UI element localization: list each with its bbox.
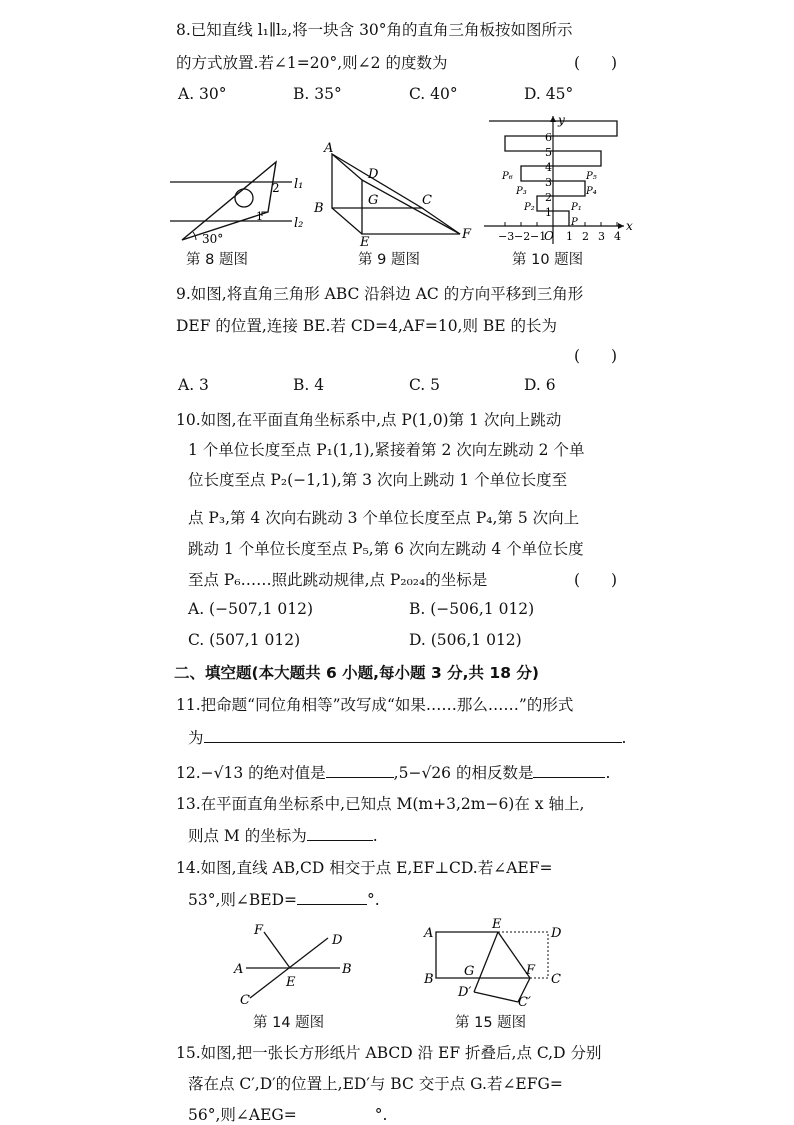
q11-prefix: 为 <box>188 729 204 747</box>
fig9-label-d: D <box>368 167 379 182</box>
fig8-angle1-label: 1 <box>256 210 263 223</box>
fig10-ytick-5: 5 <box>545 146 552 159</box>
q14-line2 <box>188 888 380 910</box>
fig10-point-p: P <box>571 217 578 228</box>
fig10-xtick-neg1: −1 <box>530 230 547 243</box>
q10-line4: 点 P₃,第 4 次向右跳动 3 个单位长度至点 P₄,第 5 次向上 <box>188 509 580 527</box>
q12-answer-blank-1[interactable] <box>326 763 394 778</box>
figure-10-coordinate-diagram <box>478 112 638 248</box>
fig10-origin-label: O <box>544 229 554 243</box>
fig10-xtick-1: 1 <box>566 230 573 243</box>
fig10-xtick-neg3: −3 <box>498 230 515 243</box>
q10-option-b: B. (−506,1 012) <box>409 600 535 618</box>
fig10-point-p3: P₃ <box>516 186 527 197</box>
fig15-label-g: G <box>464 964 475 979</box>
q11-answer-blank[interactable] <box>204 728 622 743</box>
q13-prefix: 则点 M 的坐标为 <box>188 827 307 845</box>
q12-answer-blank-2[interactable] <box>533 763 605 778</box>
q14-prefix: 53°,则∠BED= <box>188 891 298 909</box>
q10-option-a: A. (−507,1 012) <box>188 600 314 618</box>
q13-suffix: . <box>372 827 378 845</box>
fig14-label-d: D <box>332 933 343 948</box>
fig10-point-p6: P₆ <box>502 171 513 182</box>
q12-line <box>176 761 610 783</box>
q10-line2: 1 个单位长度至点 P₁(1,1),紧接着第 2 次向左跳动 2 个单 <box>188 441 585 459</box>
q9-option-d: D. 6 <box>524 376 556 394</box>
fig9-caption: 第 9 题图 <box>358 252 420 268</box>
q10-line1: 10.如图,在平面直角坐标系中,点 P(1,0)第 1 次向上跳动 <box>176 411 562 429</box>
q12-part1: 12.−√13 的绝对值是 <box>176 764 326 782</box>
fig14-label-a: A <box>234 962 244 977</box>
fig15-label-f: F <box>526 963 536 978</box>
q9-answer-bracket: ( ) <box>574 347 618 365</box>
fig10-point-p5: P₅ <box>586 171 597 182</box>
q15-line1: 15.如图,把一张长方形纸片 ABCD 沿 EF 折叠后,点 C,D 分别 <box>176 1044 602 1062</box>
q10-line5: 跳动 1 个单位长度至点 P₅,第 6 次向左跳动 4 个单位长度 <box>188 540 584 558</box>
q15-suffix: °. <box>374 1106 388 1124</box>
q13-line2 <box>188 824 378 846</box>
fig9-label-g: G <box>368 193 379 208</box>
fig10-x-axis-label: x <box>626 219 633 233</box>
q10-option-c: C. (507,1 012) <box>188 631 301 649</box>
fig15-caption: 第 15 题图 <box>455 1015 527 1031</box>
fig15-label-e: E <box>492 918 502 932</box>
q11-line1: 11.把命题“同位角相等”改写成“如果……那么……”的形式 <box>176 696 574 714</box>
q14-line1: 14.如图,直线 AB,CD 相交于点 E,EF⊥CD.若∠AEF= <box>176 859 553 877</box>
q9-option-c: C. 5 <box>409 376 441 394</box>
fig14-label-f: F <box>254 923 264 938</box>
fig9-label-e: E <box>360 235 370 248</box>
fig15-label-d: D <box>551 926 562 941</box>
fig8-angle2-label: 2 <box>272 181 280 195</box>
q8-line1: 8.已知直线 l₁∥l₂,将一块含 30°角的直角三角板按如图所示 <box>176 21 573 39</box>
q14-answer-blank[interactable] <box>297 890 367 905</box>
fig15-label-c: C <box>551 972 561 987</box>
q10-option-d: D. (506,1 012) <box>409 631 522 649</box>
fig15-label-c-prime: C′ <box>518 995 531 1010</box>
q11-line2 <box>188 726 626 748</box>
fig10-y-axis-label: y <box>558 113 565 127</box>
q12-end: . <box>605 764 611 782</box>
q15-line3 <box>188 1103 387 1125</box>
fig15-label-b: B <box>424 972 434 987</box>
q9-line1: 9.如图,将直角三角形 ABC 沿斜边 AC 的方向平移到三角形 <box>176 285 584 303</box>
fig14-caption: 第 14 题图 <box>253 1015 325 1031</box>
figure-15-diagram <box>420 918 570 1010</box>
q12-part2: ,5−√26 的相反数是 <box>393 764 534 782</box>
fig10-xtick-4: 4 <box>614 230 621 243</box>
fig14-label-b: B <box>342 962 352 977</box>
fig10-point-p4: P₄ <box>586 186 597 197</box>
q9-line2: DEF 的位置,连接 BE.若 CD=4,AF=10,则 BE 的长为 <box>176 317 558 335</box>
figure-14-diagram <box>228 918 358 1010</box>
figure-8-diagram <box>166 148 316 248</box>
fig10-xtick-neg2: −2 <box>514 230 531 243</box>
q10-line6: 至点 P₆……照此跳动规律,点 P₂₀₂₄的坐标是 <box>188 571 488 589</box>
q10-answer-bracket: ( ) <box>574 571 618 589</box>
q8-option-a: A. 30° <box>178 85 227 103</box>
fig14-label-c: C <box>240 993 250 1008</box>
fig8-caption: 第 8 题图 <box>186 252 248 268</box>
fig9-label-f: F <box>462 227 472 242</box>
q8-option-c: C. 40° <box>409 85 458 103</box>
fig10-xtick-2: 2 <box>582 230 589 243</box>
q13-answer-blank[interactable] <box>307 826 373 841</box>
q15-prefix: 56°,则∠AEG= <box>188 1106 297 1124</box>
fig10-caption: 第 10 题图 <box>512 252 584 268</box>
q8-answer-bracket: ( ) <box>574 54 618 72</box>
q10-line3: 位长度至点 P₂(−1,1),第 3 次向上跳动 1 个单位长度至 <box>188 471 568 489</box>
fig10-xtick-3: 3 <box>598 230 605 243</box>
fig10-ytick-2: 2 <box>545 191 552 204</box>
fig10-point-p1: P₁ <box>571 202 582 213</box>
fig10-ytick-4: 4 <box>545 161 552 174</box>
fig15-label-a: A <box>424 926 434 941</box>
q9-option-a: A. 3 <box>178 376 209 394</box>
fig8-label-l1: l₁ <box>294 177 304 192</box>
figure-9-diagram <box>310 140 480 248</box>
q9-option-b: B. 4 <box>293 376 325 394</box>
fig10-ytick-6: 6 <box>545 131 552 144</box>
fig14-label-e: E <box>286 975 296 990</box>
fig10-point-p2: P₂ <box>524 202 535 213</box>
section-fill-in-title: 二、填空题(本大题共 6 小题,每小题 3 分,共 18 分) <box>174 664 539 682</box>
fig8-angle30-label: 30° <box>202 232 224 246</box>
fig9-label-b: B <box>314 201 324 216</box>
q14-suffix: °. <box>367 891 380 909</box>
fig10-ytick-1: 1 <box>545 206 552 219</box>
q11-suffix: . <box>621 729 627 747</box>
q8-line2: 的方式放置.若∠1=20°,则∠2 的度数为 <box>176 54 448 72</box>
q15-line2: 落在点 C′,D′的位置上,ED′与 BC 交于点 G.若∠EFG= <box>188 1075 563 1093</box>
fig9-label-c: C <box>422 193 432 208</box>
fig9-label-a: A <box>324 141 334 156</box>
fig8-label-l2: l₂ <box>294 216 304 231</box>
fig10-ytick-3: 3 <box>545 176 552 189</box>
fig15-label-d-prime: D′ <box>458 985 472 1000</box>
q8-option-b: B. 35° <box>293 85 342 103</box>
q8-option-d: D. 45° <box>524 85 574 103</box>
q13-line1: 13.在平面直角坐标系中,已知点 M(m+3,2m−6)在 x 轴上, <box>176 795 585 813</box>
